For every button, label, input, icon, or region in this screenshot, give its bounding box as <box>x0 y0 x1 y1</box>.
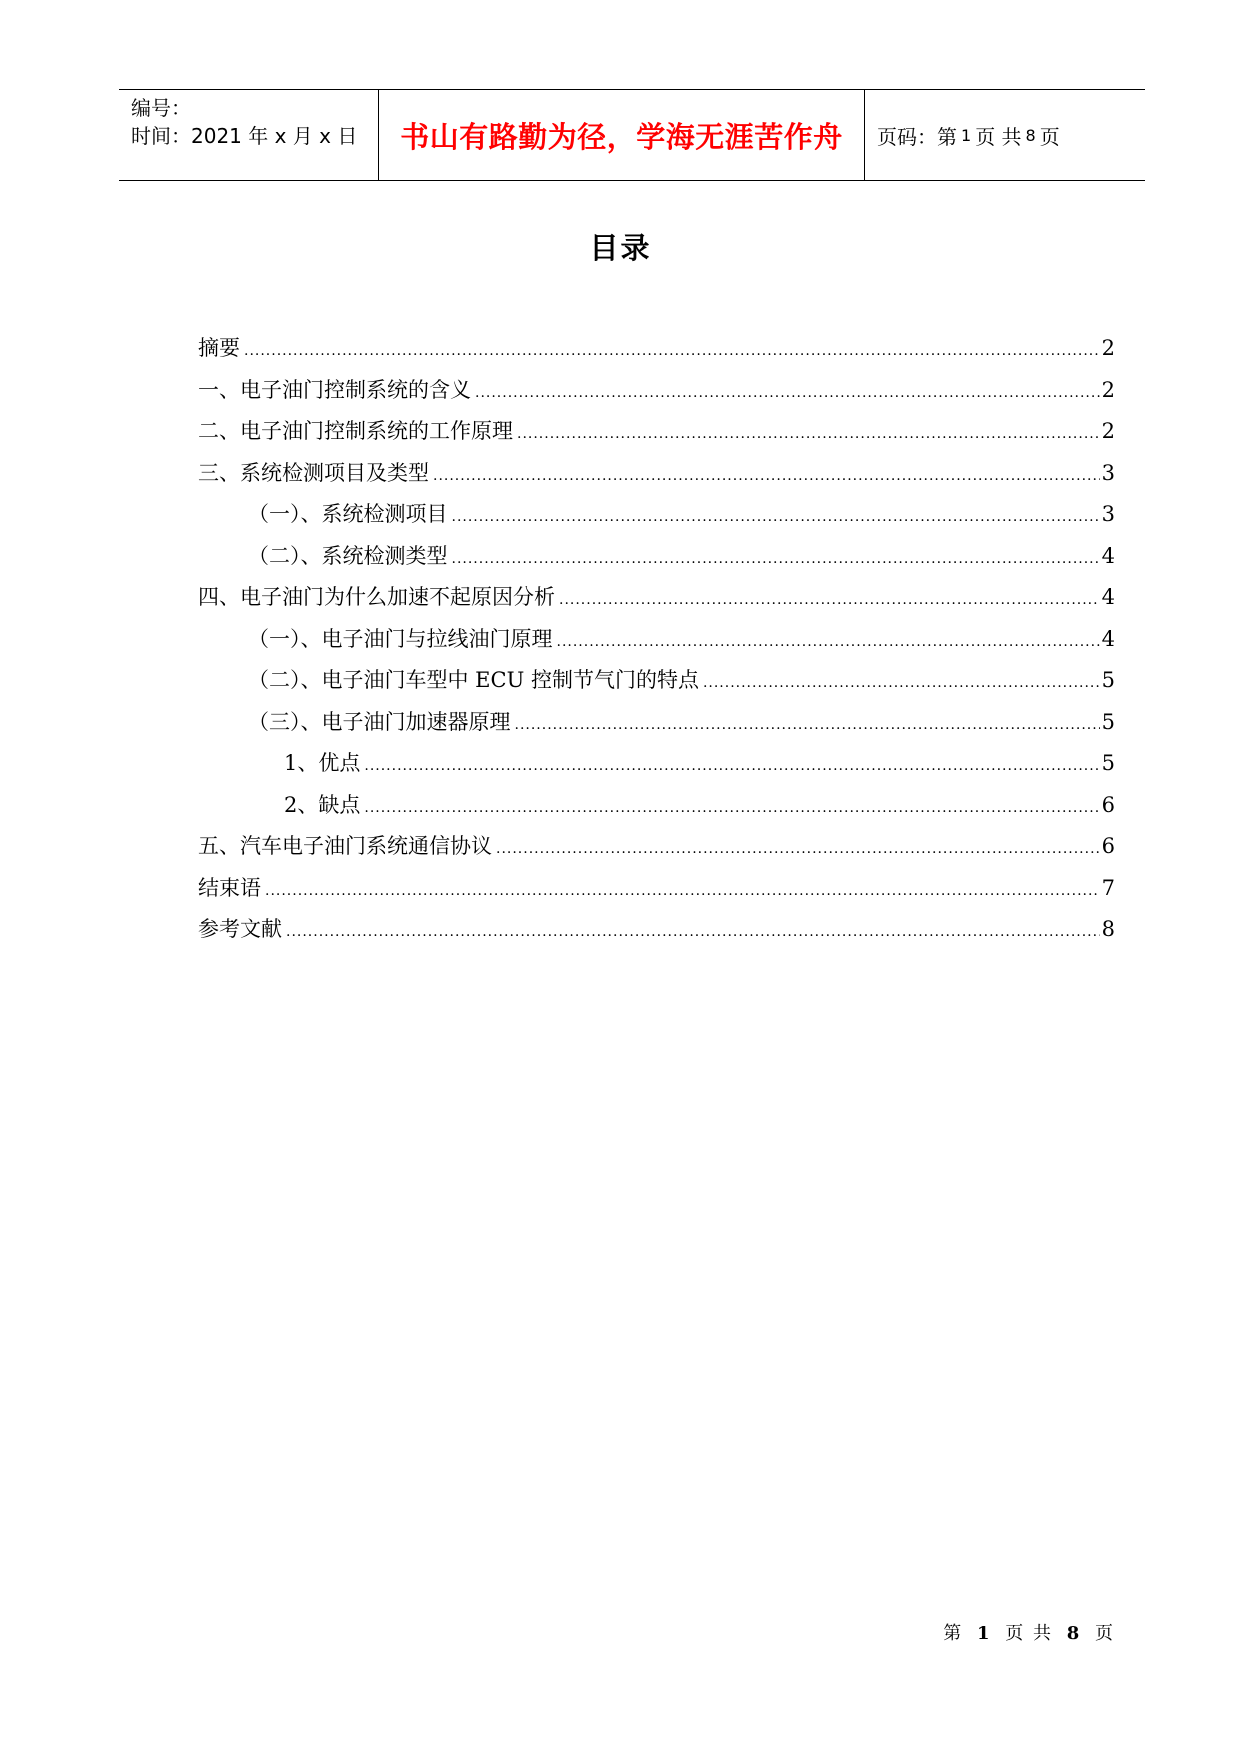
toc-entry-page: 3 <box>1101 502 1115 526</box>
page-header <box>119 89 1145 181</box>
footer-suffix: 页 <box>1095 1623 1115 1644</box>
toc-dot-leader <box>496 829 1100 871</box>
toc-entry[interactable] <box>198 785 1115 827</box>
page-title: 目录 <box>589 231 652 265</box>
toc-entry[interactable] <box>198 702 1115 744</box>
toc-entry-page: 4 <box>1101 543 1115 568</box>
header-page-total: 8 <box>1025 125 1036 145</box>
toc-entry-page: 4 <box>1101 585 1115 609</box>
toc-entry[interactable] <box>198 577 1115 619</box>
toc-entry-label: （三）、电子油门加速器原理 <box>248 709 511 734</box>
toc-entry[interactable] <box>198 743 1115 785</box>
header-page-suffix: 页 <box>1039 124 1060 149</box>
header-page-cell <box>865 90 1145 180</box>
toc-entry-page: 3 <box>1101 460 1115 485</box>
toc-dot-leader <box>517 414 1100 456</box>
toc-dot-leader <box>703 663 1100 705</box>
toc-dot-leader <box>452 497 1100 539</box>
toc-entry-label: 三、系统检测项目及类型 <box>198 460 429 485</box>
toc-entry-page: 8 <box>1101 917 1115 941</box>
toc-entry-page: 2 <box>1101 419 1115 443</box>
table-of-contents <box>198 328 1115 951</box>
toc-entry[interactable] <box>198 619 1115 661</box>
toc-dot-leader <box>559 580 1100 622</box>
toc-entry-label: 二、电子油门控制系统的工作原理 <box>198 419 513 443</box>
page-footer <box>943 1619 1115 1645</box>
motto: 书山有路勤为径，学海无涯苦作舟 <box>400 119 843 154</box>
header-motto-cell <box>379 90 865 180</box>
toc-entry[interactable] <box>198 411 1115 453</box>
footer-mid: 页 共 <box>1005 1623 1053 1644</box>
toc-dot-leader <box>265 871 1100 913</box>
toc-entry-label: 摘要 <box>198 336 240 360</box>
toc-entry-label: （一）、电子油门与拉线油门原理 <box>248 626 553 651</box>
toc-entry[interactable] <box>198 370 1115 412</box>
toc-entry[interactable] <box>198 494 1115 536</box>
toc-entry-label: 结束语 <box>198 875 261 900</box>
toc-entry[interactable] <box>198 826 1115 868</box>
footer-prefix: 第 <box>943 1623 964 1644</box>
toc-entry-label: （二）、电子油门车型中 ECU 控制节气门的特点 <box>248 668 699 692</box>
toc-entry-label: 一、电子油门控制系统的含义 <box>198 377 471 402</box>
toc-entry-page: 6 <box>1101 834 1115 858</box>
toc-entry-label: （二）、系统检测类型 <box>248 543 448 568</box>
toc-dot-leader <box>286 912 1100 954</box>
header-info-cell <box>119 90 379 180</box>
serial-label: 编号： <box>131 96 191 120</box>
toc-entry[interactable] <box>198 453 1115 495</box>
header-page-prefix: 页码：第 <box>877 124 957 149</box>
toc-entry-page: 5 <box>1101 709 1115 734</box>
toc-entry-page: 6 <box>1101 792 1115 817</box>
toc-entry[interactable] <box>198 909 1115 951</box>
toc-entry-label: 四、电子油门为什么加速不起原因分析 <box>198 585 555 609</box>
toc-entry-page: 5 <box>1101 668 1115 692</box>
toc-entry-page: 4 <box>1101 626 1115 651</box>
toc-dot-leader <box>557 622 1100 664</box>
header-page-current: 1 <box>961 125 972 145</box>
toc-entry-page: 7 <box>1101 875 1115 900</box>
toc-entry[interactable] <box>198 868 1115 910</box>
toc-dot-leader <box>452 539 1100 581</box>
toc-dot-leader <box>475 373 1100 415</box>
footer-total-pages: 8 <box>1066 1623 1082 1644</box>
toc-entry-label: 五、汽车电子油门系统通信协议 <box>198 834 492 858</box>
time-label: 时间：2021 年 x 月 x 日 <box>131 124 358 148</box>
header-page-mid: 页 共 <box>975 124 1022 149</box>
toc-entry-page: 2 <box>1101 377 1115 402</box>
toc-entry[interactable] <box>198 660 1115 702</box>
toc-dot-leader <box>433 456 1100 498</box>
footer-current-page: 1 <box>977 1623 992 1644</box>
toc-entry-label: 1、优点 <box>284 751 361 775</box>
toc-dot-leader <box>244 331 1100 373</box>
toc-entry-label: 2、缺点 <box>284 792 361 817</box>
toc-dot-leader <box>515 705 1100 747</box>
toc-entry[interactable] <box>198 536 1115 578</box>
toc-entry-label: 参考文献 <box>198 917 282 941</box>
toc-entry-label: （一）、系统检测项目 <box>248 502 448 526</box>
toc-entry-page: 5 <box>1101 751 1115 775</box>
toc-dot-leader <box>364 788 1099 830</box>
toc-entry[interactable] <box>198 328 1115 370</box>
toc-dot-leader <box>364 746 1099 788</box>
toc-entry-page: 2 <box>1101 336 1115 360</box>
